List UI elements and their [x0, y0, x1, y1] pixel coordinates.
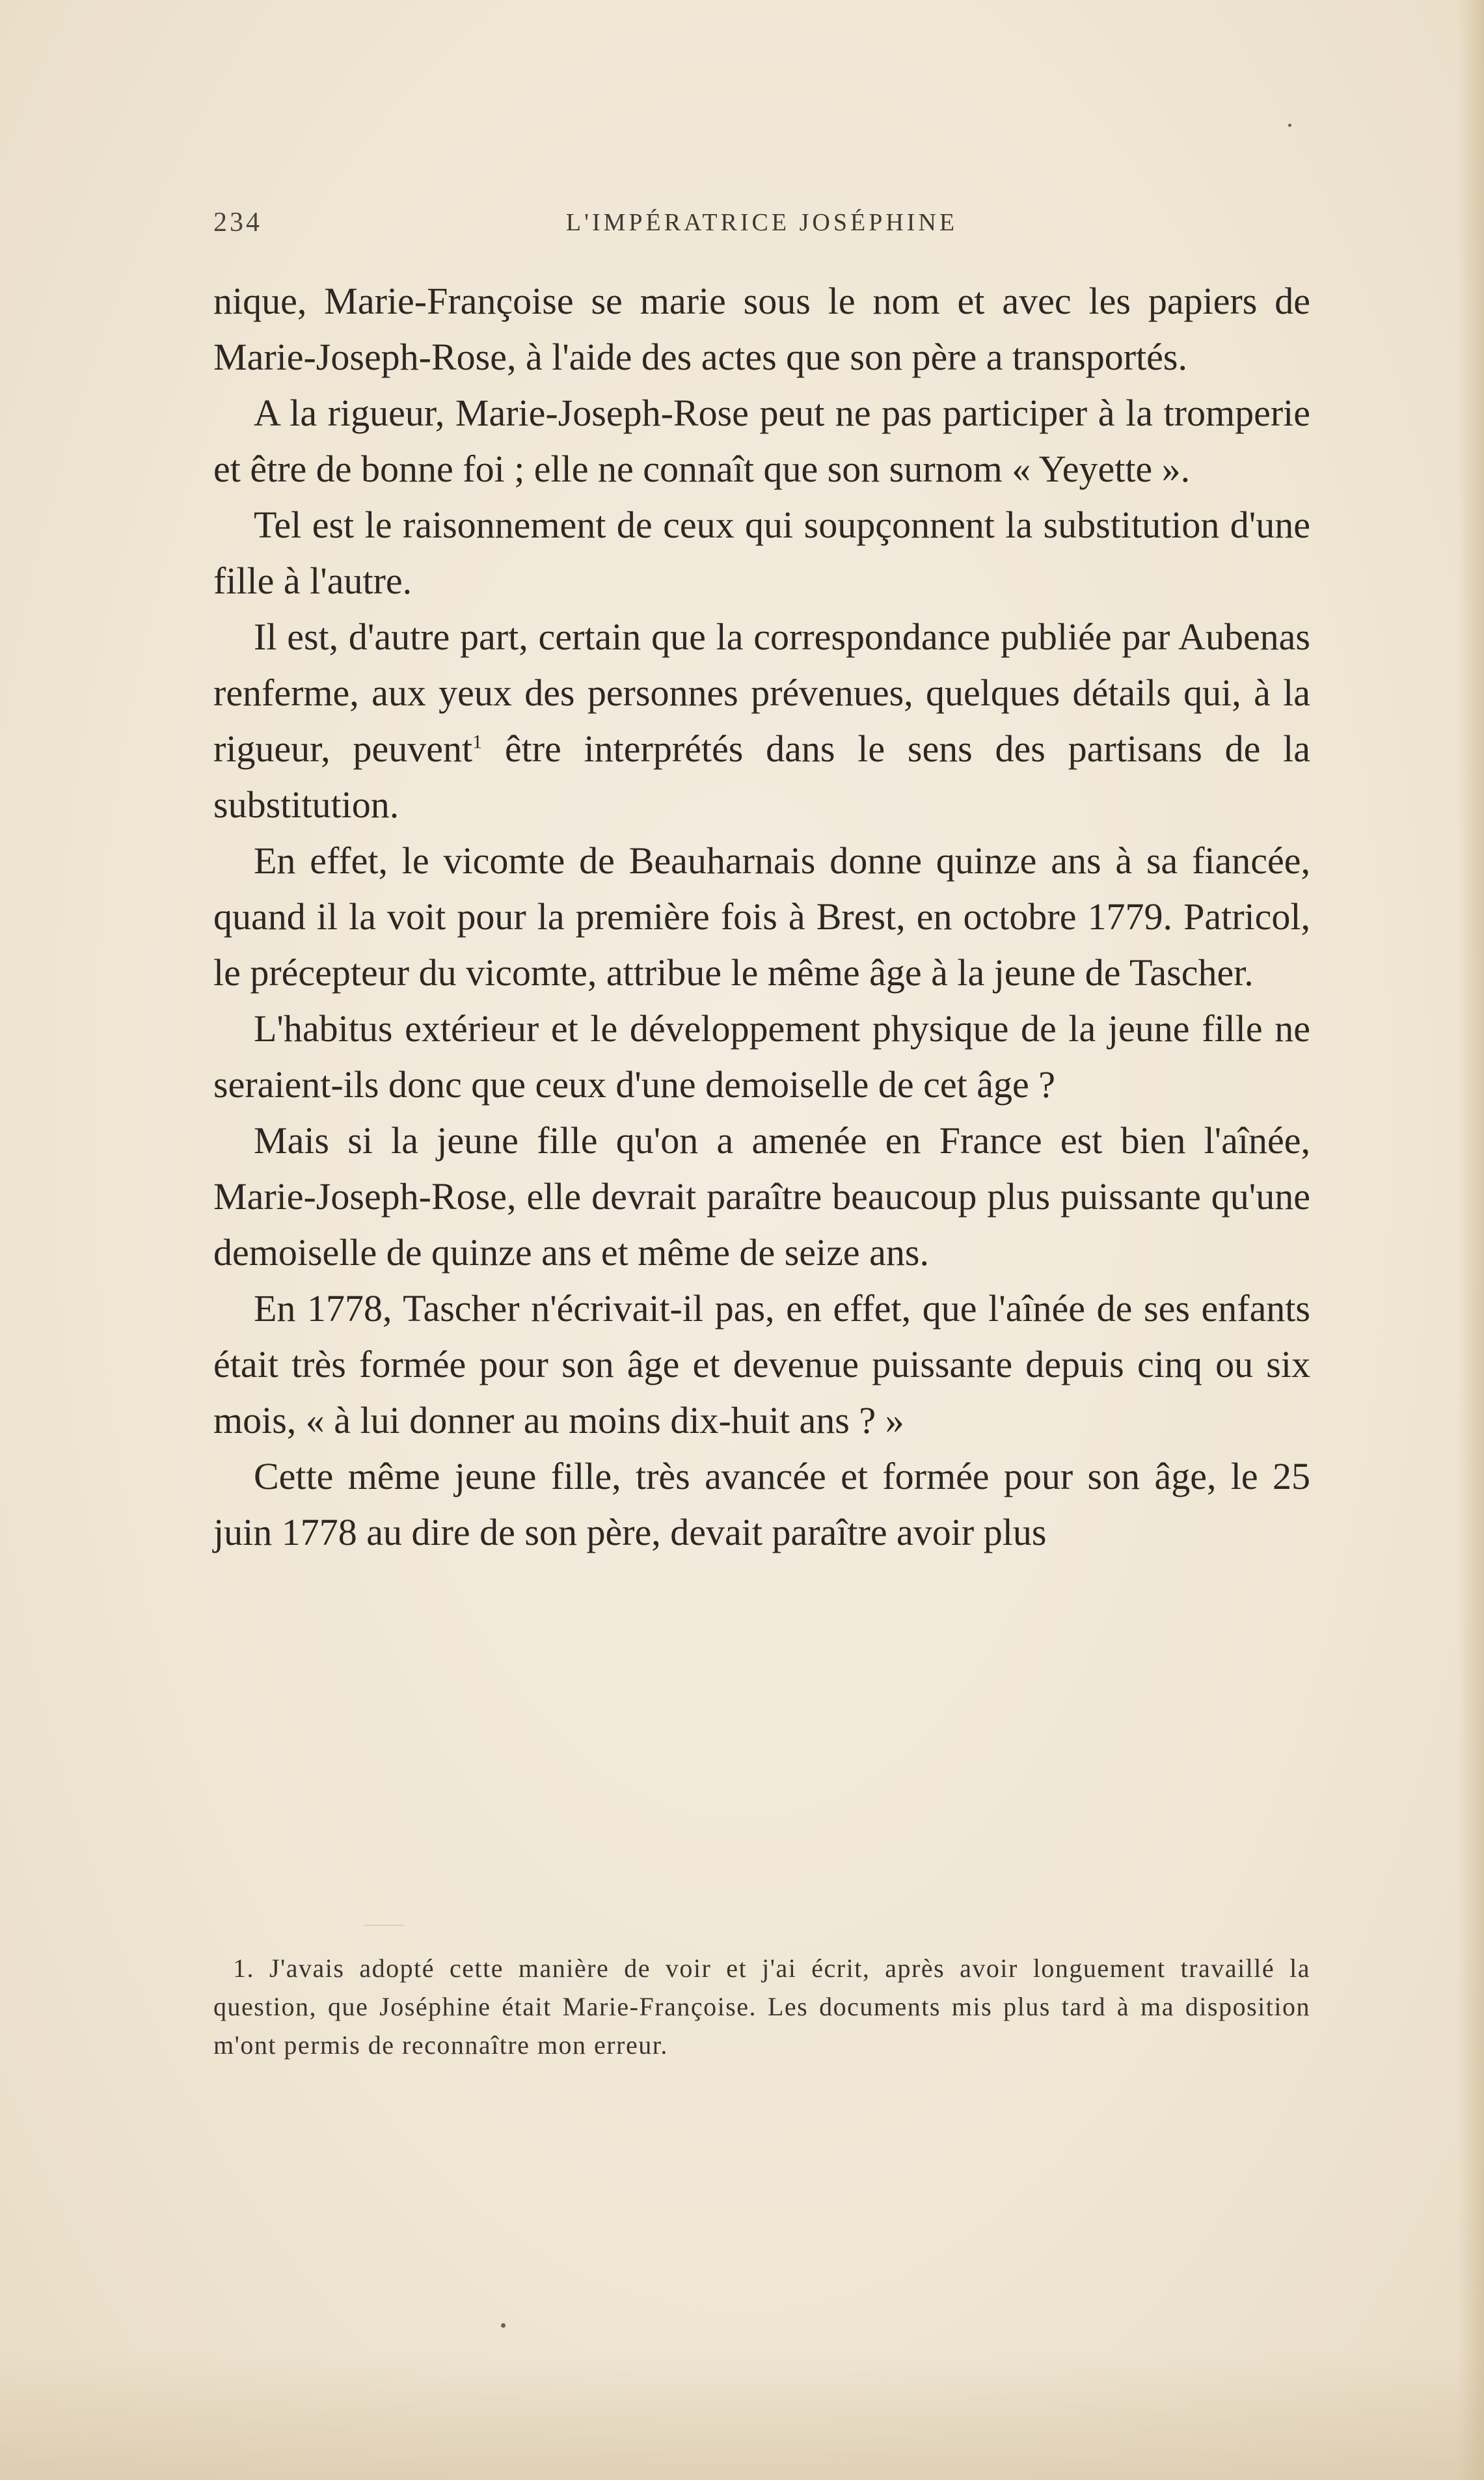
footnote-reference: 1 — [472, 731, 483, 753]
paper-speck — [501, 2323, 506, 2328]
footnotes — [213, 1949, 1310, 2064]
paragraph-4-end: être interprétés dans le sens des partisans de la substitution. — [213, 728, 1310, 826]
paragraph-4 — [213, 609, 1310, 833]
paragraph-9: Cette même jeune fille, très avancée et formée pour son âge, le 25 juin 1778 au dire de son père, devait paraître avoir plus — [213, 1455, 1310, 1553]
paragraph-7: Mais si la jeune fille qu'on a amenée en France est bien l'aînée, Marie-Joseph-Rose, elle devrait paraître beaucoup plus puissante qu'une demoiselle de quinze ans et même de seize ans. — [213, 1119, 1310, 1274]
paragraph-6: L'habitus extérieur et le développement physique de la jeune fille ne seraient-ils donc que ceux d'une demoiselle de cet âge ? — [213, 1007, 1310, 1106]
paragraph-4-start: Il est, d'autre part, certain que la correspondance publiée par Aubenas renferme, aux yeux des personnes prévenues, quelques détails qui, à la rigueur, peuvent — [213, 616, 1310, 770]
body-text — [213, 273, 1310, 1560]
page-bottom-shading — [0, 2350, 1484, 2480]
paragraph-8: En 1778, Tascher n'écrivait-il pas, en effet, que l'aînée de ses enfants était très formée pour son âge et devenue puissante depuis cinq ou six mois, « à lui donner au moins dix-huit ans ? » — [213, 1287, 1310, 1441]
running-title: L'IMPÉRATRICE JOSÉPHINE — [565, 209, 958, 236]
page-edge-shading — [1458, 0, 1484, 2480]
paragraph-2: A la rigueur, Marie-Joseph-Rose peut ne pas participer à la tromperie et être de bonne foi ; elle ne connaît que son surnom « Yeyette ». — [213, 392, 1310, 490]
paper-speck — [1288, 124, 1291, 127]
footnote-separator — [364, 1925, 403, 1926]
paragraph-1: nique, Marie-Françoise se marie sous le nom et avec les papiers de Marie-Joseph-Rose, à l'aide des actes que son père a transportés. — [213, 280, 1310, 378]
paragraph-3: Tel est le raisonnement de ceux qui soupçonnent la substitution d'une fille à l'autre. — [213, 504, 1310, 602]
page-header — [213, 207, 1310, 246]
page-number: 234 — [213, 208, 262, 238]
footnote-1: 1. J'avais adopté cette manière de voir et j'ai écrit, après avoir longuement travaillé la question, que Joséphine était Marie-Françoise. Les documents mis plus tard à ma disposition m'ont permis de reconnaître mon erreur. — [213, 1954, 1310, 2060]
paragraph-5: En effet, le vicomte de Beauharnais donne quinze ans à sa fiancée, quand il la voit pour la première fois à Brest, en octobre 1779. Patricol, le précepteur du vicomte, attribue le même âge à la jeune de Tascher. — [213, 839, 1310, 994]
